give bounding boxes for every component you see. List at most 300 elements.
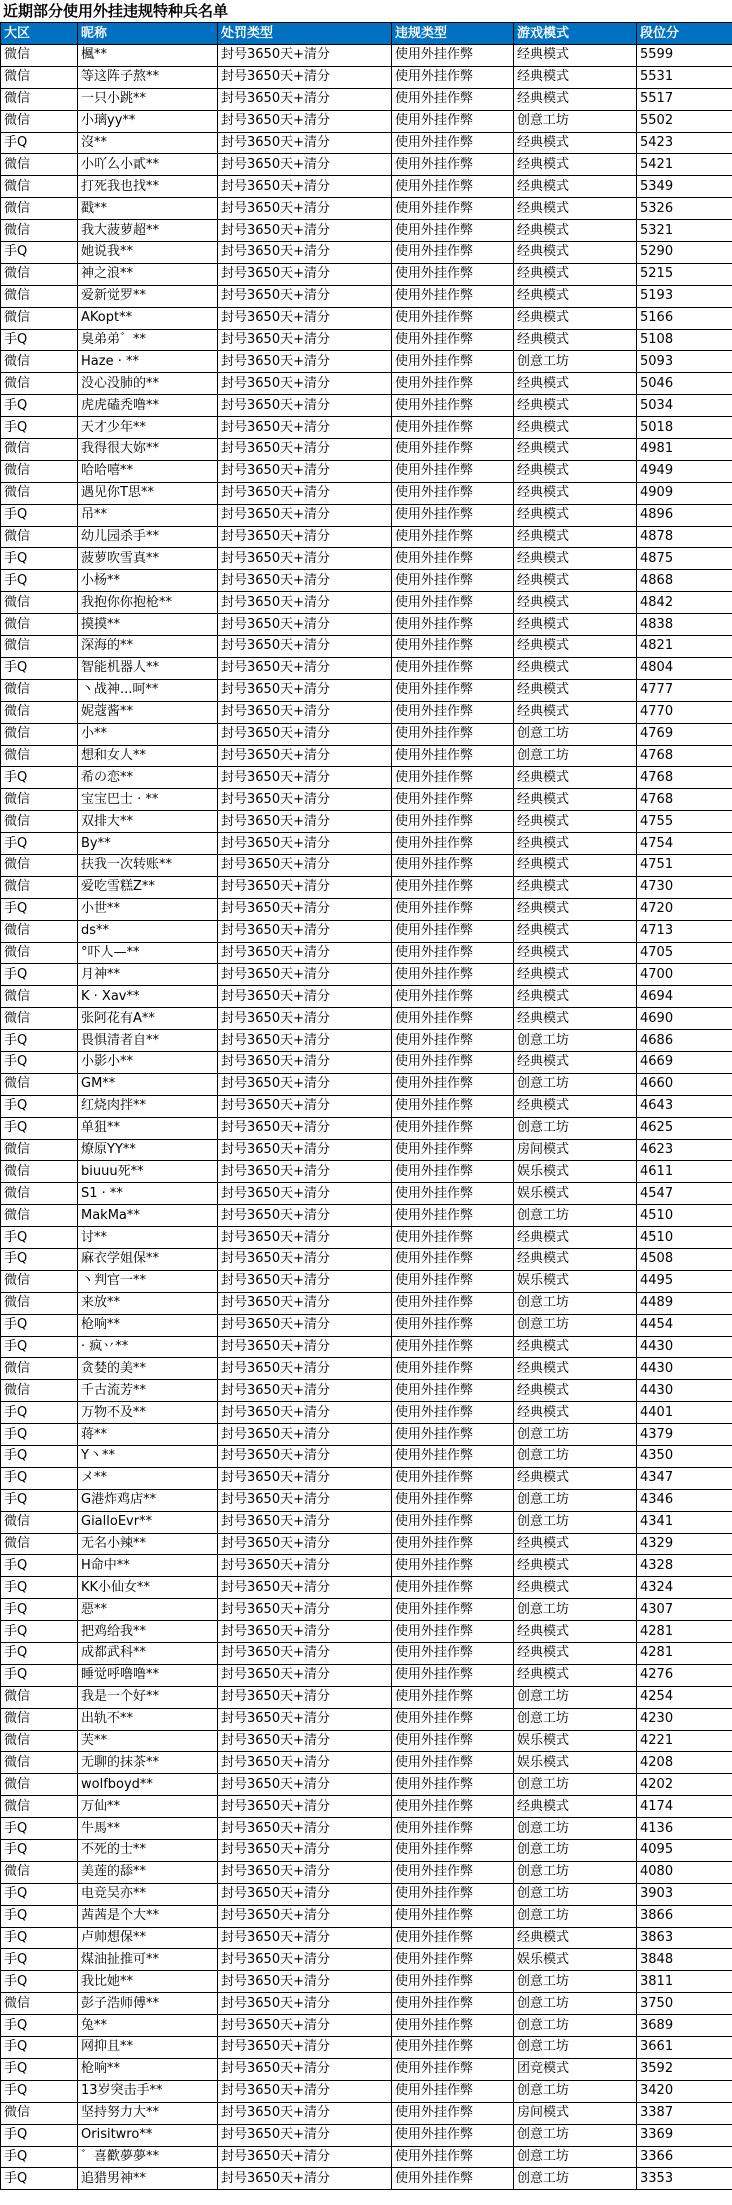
cell-region: 手Q [1,2058,78,2080]
table-row [1,395,732,417]
cell-penalty: 封号3650天+清分 [218,1314,392,1336]
cell-nickname: 扶我一次转账** [78,854,218,876]
cell-nickname: ds** [78,920,218,942]
cell-penalty: 封号3650天+清分 [218,1643,392,1665]
cell-region: 微信 [1,1139,78,1161]
cell-mode: 经典模式 [514,439,637,461]
cell-violation: 使用外挂作弊 [392,1861,514,1883]
cell-penalty: 封号3650天+清分 [218,986,392,1008]
cell-region: 微信 [1,88,78,110]
cell-region: 手Q [1,1971,78,1993]
table-row [1,1686,732,1708]
cell-rank-score: 4768 [637,789,732,811]
cell-violation: 使用外挂作弊 [392,679,514,701]
cell-violation: 使用外挂作弊 [392,1095,514,1117]
cell-nickname: 不死的士** [78,1840,218,1862]
cell-violation: 使用外挂作弊 [392,110,514,132]
cell-nickname: 菠萝吹雪真** [78,548,218,570]
cell-penalty: 封号3650天+清分 [218,351,392,373]
cell-penalty: 封号3650天+清分 [218,876,392,898]
cell-rank-score: 5531 [637,66,732,88]
cell-nickname: KK小仙女** [78,1577,218,1599]
cell-nickname: 爱新觉罗** [78,285,218,307]
table-row [1,1183,732,1205]
cell-violation: 使用外挂作弊 [392,526,514,548]
cell-penalty: 封号3650天+清分 [218,1139,392,1161]
cell-penalty: 封号3650天+清分 [218,1840,392,1862]
cell-violation: 使用外挂作弊 [392,2015,514,2037]
cell-rank-score: 4208 [637,1752,732,1774]
cell-region: 手Q [1,548,78,570]
table-row [1,920,732,942]
table-row [1,88,732,110]
cell-region: 微信 [1,2102,78,2124]
table-row [1,1708,732,1730]
cell-penalty: 封号3650天+清分 [218,1927,392,1949]
cell-penalty: 封号3650天+清分 [218,242,392,264]
cell-region: 手Q [1,1643,78,1665]
cell-mode: 经典模式 [514,373,637,395]
cell-violation: 使用外挂作弊 [392,1752,514,1774]
cell-region: 手Q [1,132,78,154]
cell-nickname: S1 · ** [78,1183,218,1205]
cell-region: 手Q [1,1227,78,1249]
cell-mode: 创意工坊 [514,2146,637,2168]
cell-rank-score: 4896 [637,504,732,526]
cell-mode: 经典模式 [514,198,637,220]
cell-penalty: 封号3650天+清分 [218,373,392,395]
cell-region: 微信 [1,285,78,307]
cell-mode: 创意工坊 [514,2015,637,2037]
cell-violation: 使用外挂作弊 [392,1577,514,1599]
cell-rank-score: 4095 [637,1840,732,1862]
cell-nickname: 我大菠萝超** [78,220,218,242]
cell-penalty: 封号3650天+清分 [218,1577,392,1599]
cell-mode: 经典模式 [514,88,637,110]
table-row [1,110,732,132]
cell-penalty: 封号3650天+清分 [218,2102,392,2124]
cell-mode: 经典模式 [514,1358,637,1380]
cell-violation: 使用外挂作弊 [392,1555,514,1577]
table-row [1,2124,732,2146]
cell-nickname: 双排大** [78,811,218,833]
cell-rank-score: 4875 [637,548,732,570]
cell-mode: 创意工坊 [514,1511,637,1533]
cell-region: 手Q [1,1030,78,1052]
table-row [1,417,732,439]
cell-penalty: 封号3650天+清分 [218,2080,392,2102]
cell-nickname: 吊** [78,504,218,526]
cell-penalty: 封号3650天+清分 [218,636,392,658]
cell-nickname: G港炸鸡店** [78,1489,218,1511]
cell-mode: 娱乐模式 [514,1730,637,1752]
cell-mode: 经典模式 [514,1380,637,1402]
cell-rank-score: 3866 [637,1905,732,1927]
cell-mode: 娱乐模式 [514,1161,637,1183]
cell-nickname: 想和女人** [78,745,218,767]
cell-violation: 使用外挂作弊 [392,701,514,723]
cell-penalty: 封号3650天+清分 [218,1752,392,1774]
cell-penalty: 封号3650天+清分 [218,548,392,570]
cell-nickname: 牛馬** [78,1818,218,1840]
cell-violation: 使用外挂作弊 [392,1073,514,1095]
cell-violation: 使用外挂作弊 [392,811,514,833]
cell-nickname: メ** [78,1467,218,1489]
cell-mode: 创意工坊 [514,1446,637,1468]
cell-nickname: 丶判官一** [78,1270,218,1292]
cell-penalty: 封号3650天+清分 [218,1270,392,1292]
cell-nickname: 小杨** [78,570,218,592]
cell-region: 手Q [1,2168,78,2190]
cell-mode: 经典模式 [514,395,637,417]
cell-violation: 使用外挂作弊 [392,1139,514,1161]
cell-nickname: 神之浪** [78,263,218,285]
table-row [1,1292,732,1314]
cell-nickname: 兔** [78,2015,218,2037]
cell-rank-score: 4430 [637,1380,732,1402]
cell-nickname: 我比她** [78,1971,218,1993]
cell-penalty: 封号3650天+清分 [218,1446,392,1468]
ban-table [0,22,732,2190]
table-row [1,636,732,658]
table-row [1,2168,732,2190]
table-row [1,701,732,723]
cell-penalty: 封号3650天+清分 [218,1117,392,1139]
cell-rank-score: 4909 [637,482,732,504]
cell-penalty: 封号3650天+清分 [218,110,392,132]
table-row [1,1599,732,1621]
table-row [1,1073,732,1095]
cell-violation: 使用外挂作弊 [392,1227,514,1249]
cell-mode: 团竞模式 [514,2058,637,2080]
cell-penalty: 封号3650天+清分 [218,1818,392,1840]
cell-region: 手Q [1,1949,78,1971]
table-row [1,1030,732,1052]
cell-nickname: 燎原YY** [78,1139,218,1161]
cell-rank-score: 3366 [637,2146,732,2168]
cell-rank-score: 4430 [637,1336,732,1358]
cell-penalty: 封号3650天+清分 [218,66,392,88]
cell-nickname: 单狙** [78,1117,218,1139]
cell-region: 微信 [1,920,78,942]
cell-penalty: 封号3650天+清分 [218,1533,392,1555]
cell-violation: 使用外挂作弊 [392,1292,514,1314]
cell-violation: 使用外挂作弊 [392,1664,514,1686]
cell-mode: 经典模式 [514,1643,637,1665]
cell-mode: 经典模式 [514,132,637,154]
cell-nickname: 臭弟弟゛** [78,329,218,351]
cell-penalty: 封号3650天+清分 [218,1708,392,1730]
column-header-penalty: 处罚类型 [218,23,392,45]
cell-penalty: 封号3650天+清分 [218,745,392,767]
cell-nickname: Orisitwro** [78,2124,218,2146]
cell-violation: 使用外挂作弊 [392,1008,514,1030]
cell-violation: 使用外挂作弊 [392,417,514,439]
cell-penalty: 封号3650天+清分 [218,1073,392,1095]
cell-rank-score: 4770 [637,701,732,723]
cell-violation: 使用外挂作弊 [392,395,514,417]
cell-violation: 使用外挂作弊 [392,1730,514,1752]
cell-rank-score: 5108 [637,329,732,351]
table-row [1,898,732,920]
cell-mode: 创意工坊 [514,1861,637,1883]
cell-region: 手Q [1,657,78,679]
cell-nickname: MakMa** [78,1205,218,1227]
table-row [1,439,732,461]
cell-rank-score: 4495 [637,1270,732,1292]
cell-rank-score: 4510 [637,1205,732,1227]
cell-rank-score: 4430 [637,1358,732,1380]
cell-region: 微信 [1,1796,78,1818]
cell-mode: 经典模式 [514,679,637,701]
cell-nickname: 出轨不** [78,1708,218,1730]
cell-violation: 使用外挂作弊 [392,745,514,767]
table-row [1,220,732,242]
cell-violation: 使用外挂作弊 [392,1840,514,1862]
cell-region: 手Q [1,1467,78,1489]
cell-nickname: 贪婪的美** [78,1358,218,1380]
cell-mode: 创意工坊 [514,1489,637,1511]
cell-region: 微信 [1,373,78,395]
cell-penalty: 封号3650天+清分 [218,1358,392,1380]
cell-rank-score: 4136 [637,1818,732,1840]
cell-nickname: 美莲的舔** [78,1861,218,1883]
cell-rank-score: 4981 [637,439,732,461]
table-row [1,1051,732,1073]
table-row [1,329,732,351]
cell-violation: 使用外挂作弊 [392,1796,514,1818]
cell-penalty: 封号3650天+清分 [218,614,392,636]
cell-nickname: 小** [78,723,218,745]
table-row [1,986,732,1008]
cell-region: 手Q [1,329,78,351]
cell-nickname: 把鸡给我** [78,1621,218,1643]
cell-mode: 创意工坊 [514,1883,637,1905]
cell-rank-score: 4751 [637,854,732,876]
cell-rank-score: 4281 [637,1643,732,1665]
cell-violation: 使用外挂作弊 [392,723,514,745]
cell-region: 手Q [1,1051,78,1073]
cell-rank-score: 4768 [637,745,732,767]
cell-region: 微信 [1,1752,78,1774]
table-row [1,1424,732,1446]
table-body [1,45,732,2190]
cell-violation: 使用外挂作弊 [392,329,514,351]
cell-violation: 使用外挂作弊 [392,1380,514,1402]
cell-violation: 使用外挂作弊 [392,1248,514,1270]
cell-mode: 经典模式 [514,460,637,482]
cell-violation: 使用外挂作弊 [392,767,514,789]
cell-region: 微信 [1,1161,78,1183]
cell-mode: 经典模式 [514,504,637,526]
cell-penalty: 封号3650天+清分 [218,439,392,461]
cell-region: 微信 [1,1008,78,1030]
cell-rank-score: 3750 [637,1993,732,2015]
cell-nickname: 惡** [78,1599,218,1621]
cell-nickname: 万物不及** [78,1402,218,1424]
cell-violation: 使用外挂作弊 [392,1708,514,1730]
cell-nickname: 幼儿园杀手** [78,526,218,548]
cell-mode: 经典模式 [514,548,637,570]
cell-nickname: K · Xav** [78,986,218,1008]
cell-penalty: 封号3650天+清分 [218,1292,392,1314]
cell-region: 手Q [1,2080,78,2102]
table-row [1,1205,732,1227]
table-row [1,1161,732,1183]
cell-penalty: 封号3650天+清分 [218,1489,392,1511]
cell-nickname: 红烧肉拌** [78,1095,218,1117]
cell-violation: 使用外挂作弊 [392,482,514,504]
cell-rank-score: 4489 [637,1292,732,1314]
cell-nickname: 小影小** [78,1051,218,1073]
table-row [1,592,732,614]
column-header-violation: 违规类型 [392,23,514,45]
cell-violation: 使用外挂作弊 [392,198,514,220]
cell-rank-score: 3848 [637,1949,732,1971]
cell-mode: 创意工坊 [514,1774,637,1796]
cell-violation: 使用外挂作弊 [392,176,514,198]
cell-region: 微信 [1,876,78,898]
cell-mode: 经典模式 [514,263,637,285]
cell-penalty: 封号3650天+清分 [218,1095,392,1117]
table-row [1,854,732,876]
table-row [1,2015,732,2037]
cell-rank-score: 4221 [637,1730,732,1752]
cell-rank-score: 4329 [637,1533,732,1555]
cell-violation: 使用外挂作弊 [392,88,514,110]
cell-mode: 创意工坊 [514,1708,637,1730]
table-row [1,1095,732,1117]
cell-mode: 经典模式 [514,307,637,329]
cell-penalty: 封号3650天+清分 [218,1949,392,1971]
cell-violation: 使用外挂作弊 [392,1774,514,1796]
cell-nickname: 无聊的抹茶** [78,1752,218,1774]
cell-rank-score: 3592 [637,2058,732,2080]
cell-region: 微信 [1,1358,78,1380]
cell-penalty: 封号3650天+清分 [218,1730,392,1752]
cell-region: 微信 [1,1183,78,1205]
cell-region: 手Q [1,1621,78,1643]
cell-region: 微信 [1,220,78,242]
table-row [1,1971,732,1993]
cell-violation: 使用外挂作弊 [392,548,514,570]
cell-nickname: 网抑且** [78,2037,218,2059]
cell-nickname: wolfboyd** [78,1774,218,1796]
cell-nickname: 虎虎磕秃噜** [78,395,218,417]
cell-violation: 使用外挂作弊 [392,2102,514,2124]
table-row [1,351,732,373]
cell-violation: 使用外挂作弊 [392,220,514,242]
cell-region: 微信 [1,592,78,614]
cell-nickname: 她说我** [78,242,218,264]
cell-region: 手Q [1,1883,78,1905]
cell-penalty: 封号3650天+清分 [218,526,392,548]
cell-violation: 使用外挂作弊 [392,1599,514,1621]
cell-violation: 使用外挂作弊 [392,964,514,986]
table-header-row [1,23,732,45]
cell-violation: 使用外挂作弊 [392,1183,514,1205]
cell-rank-score: 4174 [637,1796,732,1818]
table-row [1,767,732,789]
cell-penalty: 封号3650天+清分 [218,285,392,307]
cell-violation: 使用外挂作弊 [392,986,514,1008]
cell-rank-score: 5326 [637,198,732,220]
table-row [1,154,732,176]
cell-region: 手Q [1,1555,78,1577]
table-row [1,1818,732,1840]
cell-mode: 经典模式 [514,1402,637,1424]
cell-region: 手Q [1,1095,78,1117]
cell-mode: 经典模式 [514,1555,637,1577]
cell-penalty: 封号3650天+清分 [218,811,392,833]
cell-penalty: 封号3650天+清分 [218,1774,392,1796]
cell-region: 手Q [1,1424,78,1446]
cell-mode: 经典模式 [514,1621,637,1643]
cell-nickname: GM** [78,1073,218,1095]
table-row [1,1139,732,1161]
cell-mode: 经典模式 [514,176,637,198]
cell-region: 微信 [1,110,78,132]
cell-violation: 使用外挂作弊 [392,2058,514,2080]
cell-nickname: 枪响** [78,2058,218,2080]
cell-rank-score: 5018 [637,417,732,439]
cell-mode: 创意工坊 [514,2168,637,2190]
cell-violation: 使用外挂作弊 [392,1905,514,1927]
cell-penalty: 封号3650天+清分 [218,154,392,176]
cell-mode: 经典模式 [514,482,637,504]
cell-rank-score: 4625 [637,1117,732,1139]
cell-penalty: 封号3650天+清分 [218,1796,392,1818]
cell-violation: 使用外挂作弊 [392,504,514,526]
cell-nickname: 小吖么小貳** [78,154,218,176]
cell-nickname: 芙** [78,1730,218,1752]
cell-mode: 经典模式 [514,1227,637,1249]
cell-rank-score: 4660 [637,1073,732,1095]
cell-nickname: °吓人—** [78,942,218,964]
table-row [1,1314,732,1336]
cell-penalty: 封号3650天+清分 [218,88,392,110]
cell-rank-score: 4276 [637,1664,732,1686]
cell-nickname: 天才少年** [78,417,218,439]
cell-penalty: 封号3650天+清分 [218,1511,392,1533]
cell-nickname: 我抱你你抱枪** [78,592,218,614]
cell-violation: 使用外挂作弊 [392,1686,514,1708]
cell-mode: 创意工坊 [514,1292,637,1314]
cell-rank-score: 4755 [637,811,732,833]
cell-region: 微信 [1,1380,78,1402]
cell-violation: 使用外挂作弊 [392,307,514,329]
cell-rank-score: 4230 [637,1708,732,1730]
cell-violation: 使用外挂作弊 [392,66,514,88]
cell-violation: 使用外挂作弊 [392,854,514,876]
cell-violation: 使用外挂作弊 [392,1533,514,1555]
table-row [1,2146,732,2168]
cell-violation: 使用外挂作弊 [392,373,514,395]
cell-violation: 使用外挂作弊 [392,1030,514,1052]
cell-violation: 使用外挂作弊 [392,1270,514,1292]
cell-penalty: 封号3650天+清分 [218,132,392,154]
table-row [1,504,732,526]
table-row [1,1533,732,1555]
cell-rank-score: 4547 [637,1183,732,1205]
cell-penalty: 封号3650天+清分 [218,592,392,614]
cell-nickname: 张阿花有A** [78,1008,218,1030]
cell-nickname: 爱吃雪糕Z** [78,876,218,898]
cell-mode: 房间模式 [514,1139,637,1161]
cell-mode: 经典模式 [514,986,637,1008]
cell-violation: 使用外挂作弊 [392,1117,514,1139]
cell-region: 微信 [1,636,78,658]
